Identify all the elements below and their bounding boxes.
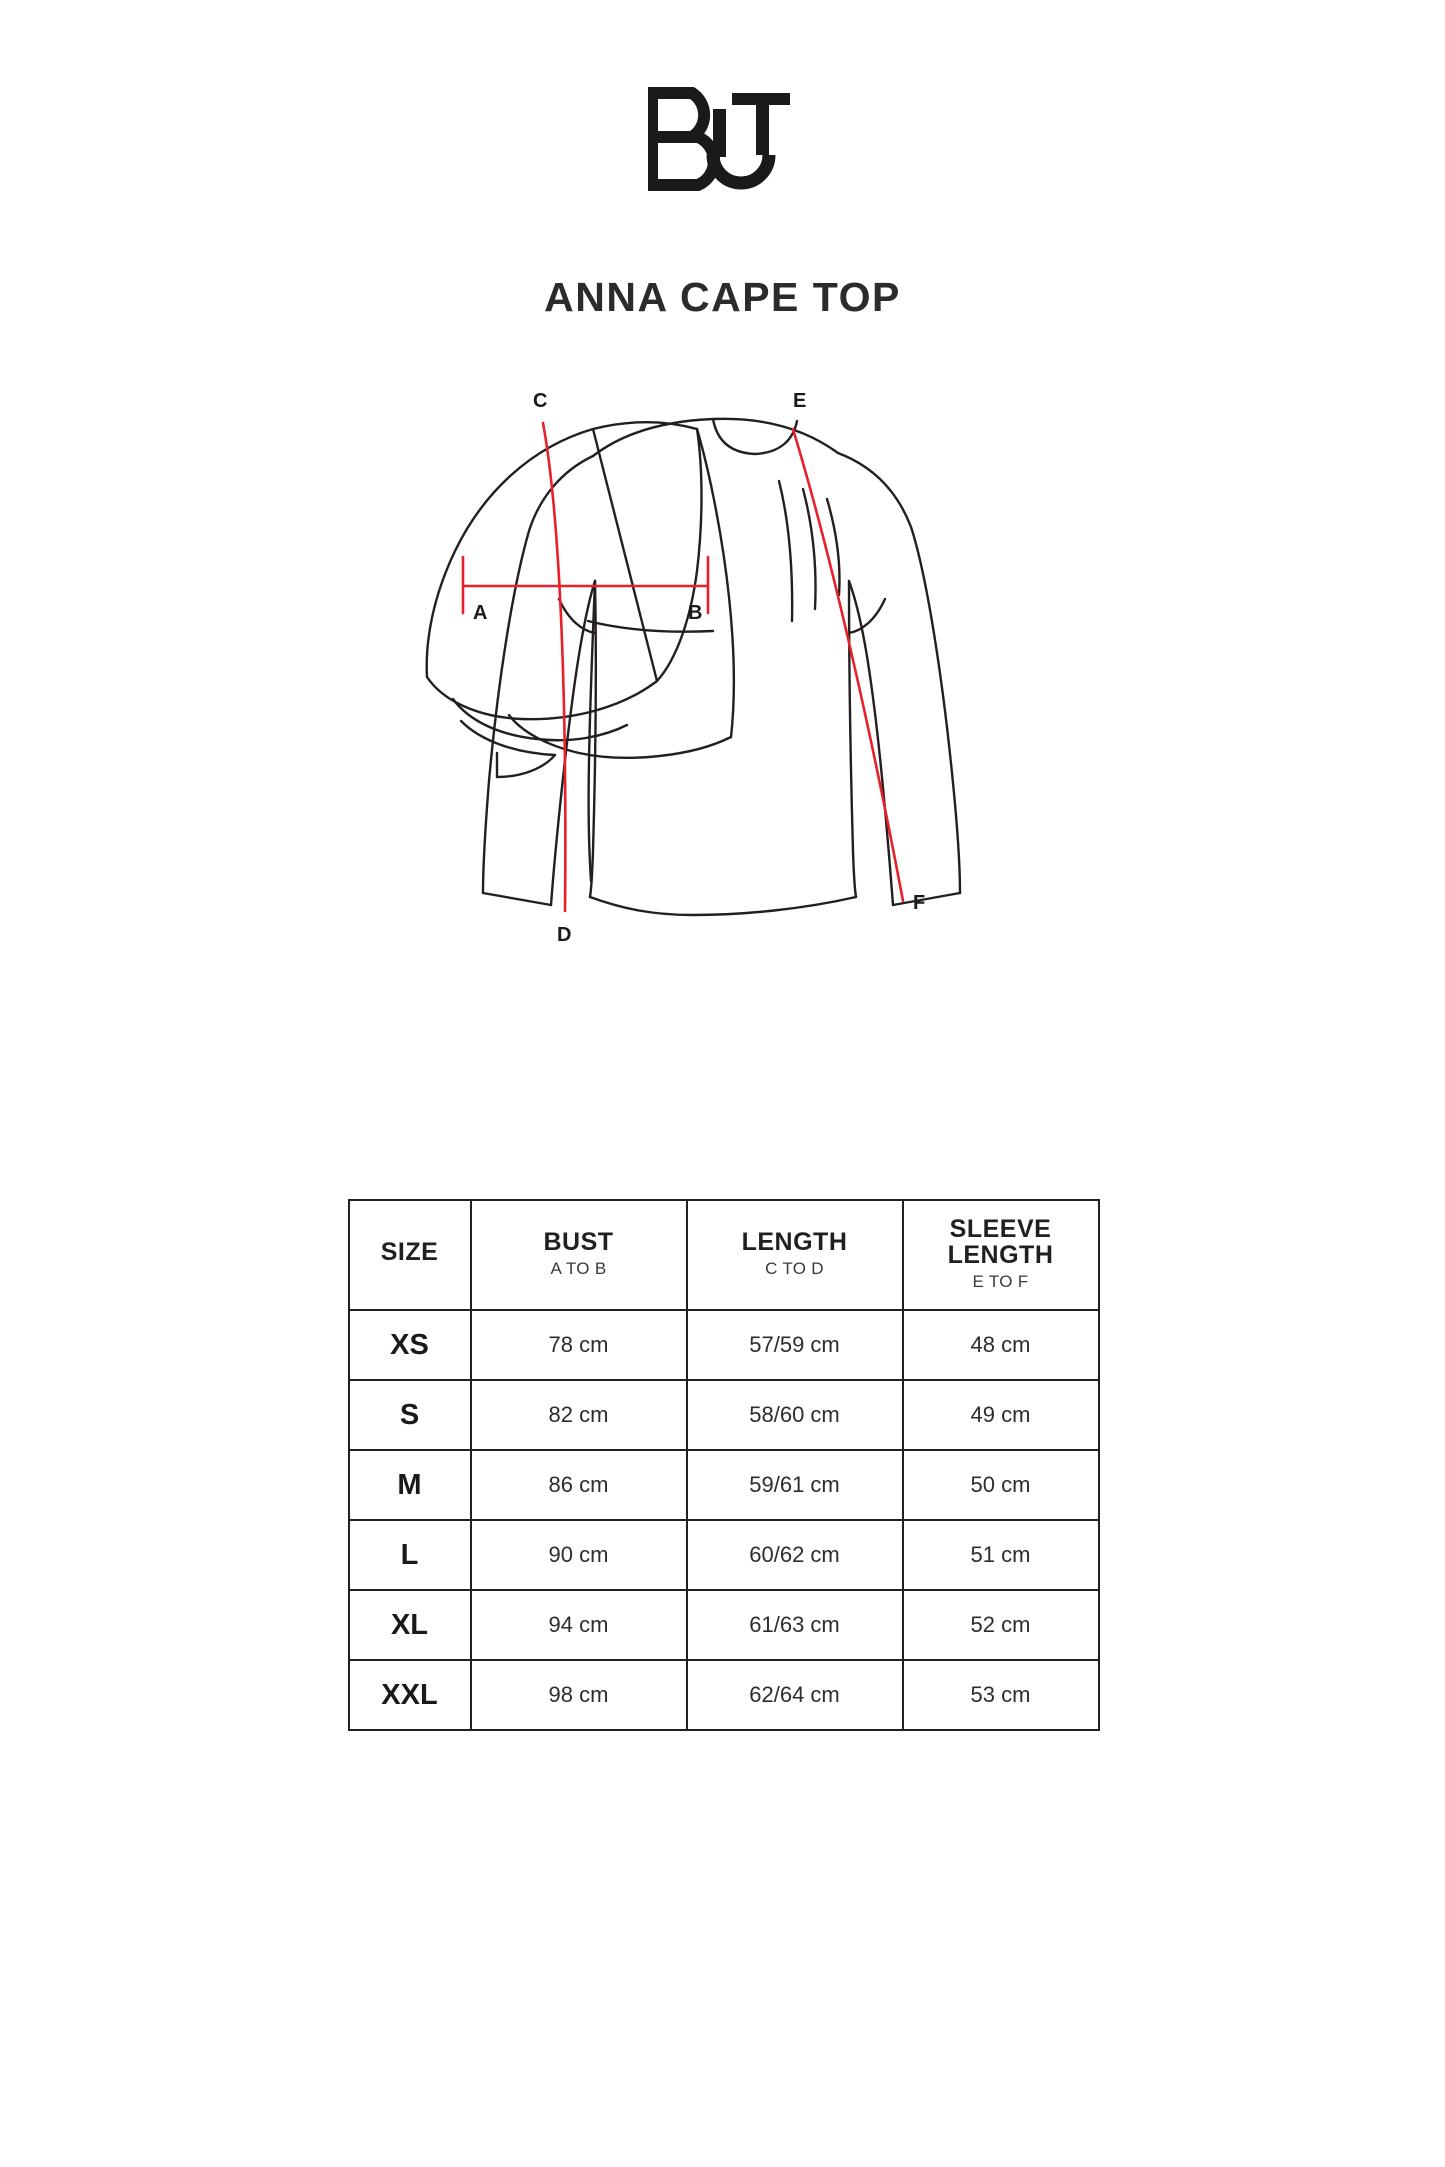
table-row	[349, 1310, 1099, 1380]
column-header-bust-sub: A TO B	[550, 1259, 607, 1279]
cell-sleeve: 51 cm	[903, 1520, 1099, 1590]
point-label-D: D	[556, 924, 571, 946]
column-header-length-main: LENGTH	[741, 1227, 848, 1256]
cell-length: 59/61 cm	[687, 1450, 903, 1520]
cell-bust: 98 cm	[471, 1660, 687, 1730]
table-row	[349, 1590, 1099, 1660]
cell-size: XL	[349, 1590, 471, 1660]
table-row	[349, 1660, 1099, 1730]
page-title: ANNA CAPE TOP	[544, 274, 901, 320]
cell-sleeve: 49 cm	[903, 1380, 1099, 1450]
column-header-size	[349, 1200, 471, 1310]
column-header-length	[687, 1200, 903, 1310]
cell-length: 60/62 cm	[687, 1520, 903, 1590]
point-label-F: F	[912, 892, 925, 914]
point-label-B: B	[687, 602, 702, 624]
brand-logo	[648, 86, 798, 196]
cell-size: XS	[349, 1310, 471, 1380]
table-row	[349, 1520, 1099, 1590]
column-header-sleeve	[903, 1200, 1099, 1310]
cell-bust: 86 cm	[471, 1450, 687, 1520]
column-header-bust	[471, 1200, 687, 1310]
cell-bust: 94 cm	[471, 1590, 687, 1660]
cell-sleeve: 50 cm	[903, 1450, 1099, 1520]
cell-size: S	[349, 1380, 471, 1450]
cell-size: M	[349, 1450, 471, 1520]
column-header-sleeve-sub: E TO F	[972, 1272, 1029, 1292]
cell-bust: 78 cm	[471, 1310, 687, 1380]
size-chart	[348, 1199, 1098, 1731]
column-header-length-sub: C TO D	[765, 1259, 824, 1279]
column-header-sleeve-main: SLEEVE LENGTH	[947, 1214, 1054, 1269]
cell-length: 62/64 cm	[687, 1660, 903, 1730]
column-header-bust-main: BUST	[543, 1227, 614, 1256]
cell-length: 57/59 cm	[687, 1310, 903, 1380]
cell-length: 61/63 cm	[687, 1590, 903, 1660]
table-row	[349, 1450, 1099, 1520]
cell-size: L	[349, 1520, 471, 1590]
column-header-size-main: SIZE	[380, 1237, 439, 1266]
cell-size: XXL	[349, 1660, 471, 1730]
point-label-A: A	[472, 602, 487, 624]
cell-sleeve: 53 cm	[903, 1660, 1099, 1730]
cell-sleeve: 48 cm	[903, 1310, 1099, 1380]
cell-bust: 82 cm	[471, 1380, 687, 1450]
garment-diagram	[293, 381, 1153, 1081]
table-header-row	[349, 1200, 1099, 1310]
cell-length: 58/60 cm	[687, 1380, 903, 1450]
cell-bust: 90 cm	[471, 1520, 687, 1590]
cell-sleeve: 52 cm	[903, 1590, 1099, 1660]
point-label-E: E	[792, 390, 806, 412]
point-label-C: C	[532, 390, 547, 412]
table-row	[349, 1380, 1099, 1450]
